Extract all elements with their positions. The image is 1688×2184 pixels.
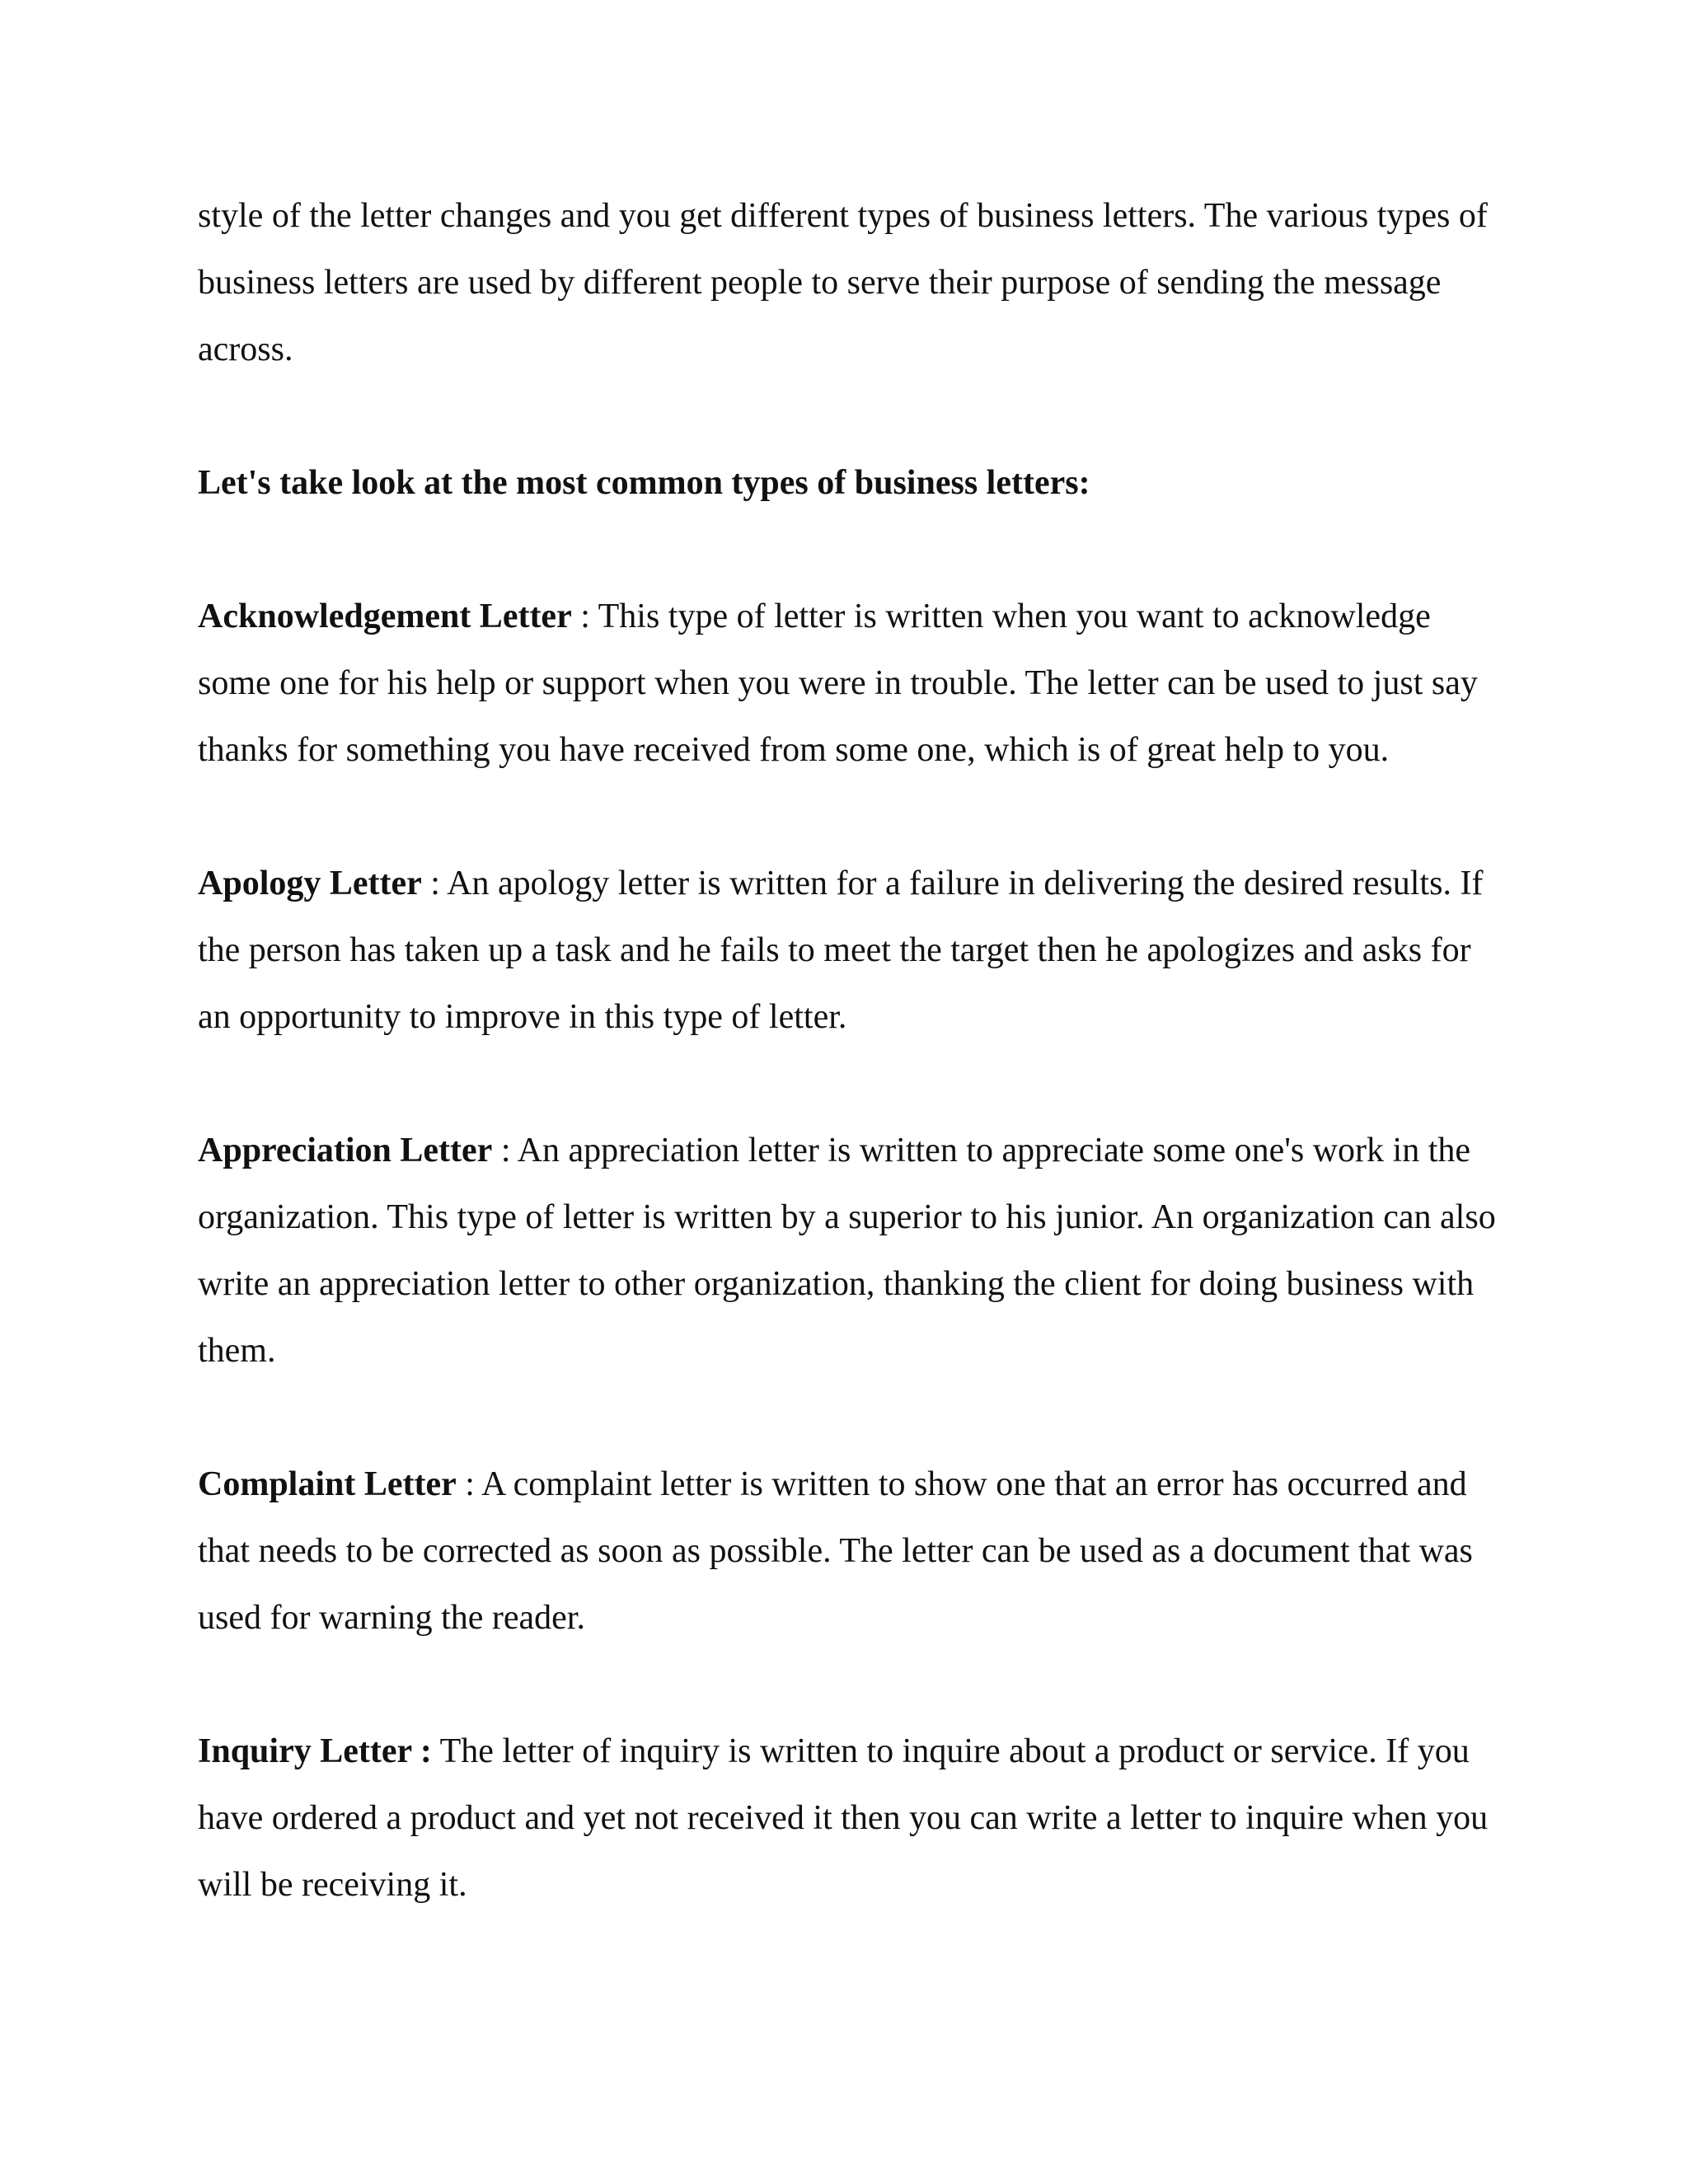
acknowledgement-letter-paragraph (198, 583, 1500, 784)
apology-letter-paragraph (198, 851, 1500, 1051)
letter-type-term: Inquiry Letter : (198, 1732, 432, 1770)
letter-type-term: Complaint Letter (198, 1465, 457, 1503)
inquiry-letter-paragraph (198, 1718, 1500, 1919)
complaint-letter-paragraph (198, 1451, 1500, 1652)
letter-type-description: This type of letter is written when you want to acknowledge some one for his help or support when you were in trouble. The letter can be used to just say thanks for something you have received from some one, which is of great help to you. (198, 598, 1478, 769)
term-separator: : (571, 598, 598, 635)
letter-type-description: The letter of inquiry is written to inquire about a product or service. If you have ordered a product and yet not received it then you can write a letter to inquire when you will be receiving it. (198, 1732, 1489, 1904)
letter-type-description: A complaint letter is written to show one that an error has occurred and that needs to be corrected as soon as possible. The letter can be used as a document that was used for warning the reader. (198, 1465, 1473, 1637)
term-separator (432, 1732, 440, 1770)
term-separator: : (421, 865, 448, 902)
letter-type-term: Acknowledgement Letter (198, 598, 572, 635)
document-page (198, 183, 1500, 1985)
letter-type-term: Apology Letter (198, 865, 422, 902)
letter-type-description: An apology letter is written for a failure in delivering the desired results. If the person has taken up a task and he fails to meet the target then he apologizes and asks for an opportunity to improve in this type of letter. (198, 865, 1484, 1036)
intro-paragraph: style of the letter changes and you get different types of business letters. The various types of business letters are used by different people to serve their purpose of sending the message across. (198, 197, 1488, 368)
letter-type-term: Appreciation Letter (198, 1132, 493, 1169)
term-separator: : (456, 1465, 482, 1503)
section-heading: Let's take look at the most common types of business letters: (198, 464, 1090, 502)
term-separator: : (492, 1132, 518, 1169)
appreciation-letter-paragraph (198, 1118, 1500, 1385)
letter-type-description: An appreciation letter is written to appreciate some one's work in the organization. This type of letter is written by a superior to his junior. An organization can also write an appreciation letter to other organization, thanking the client for doing business with them. (198, 1132, 1496, 1370)
